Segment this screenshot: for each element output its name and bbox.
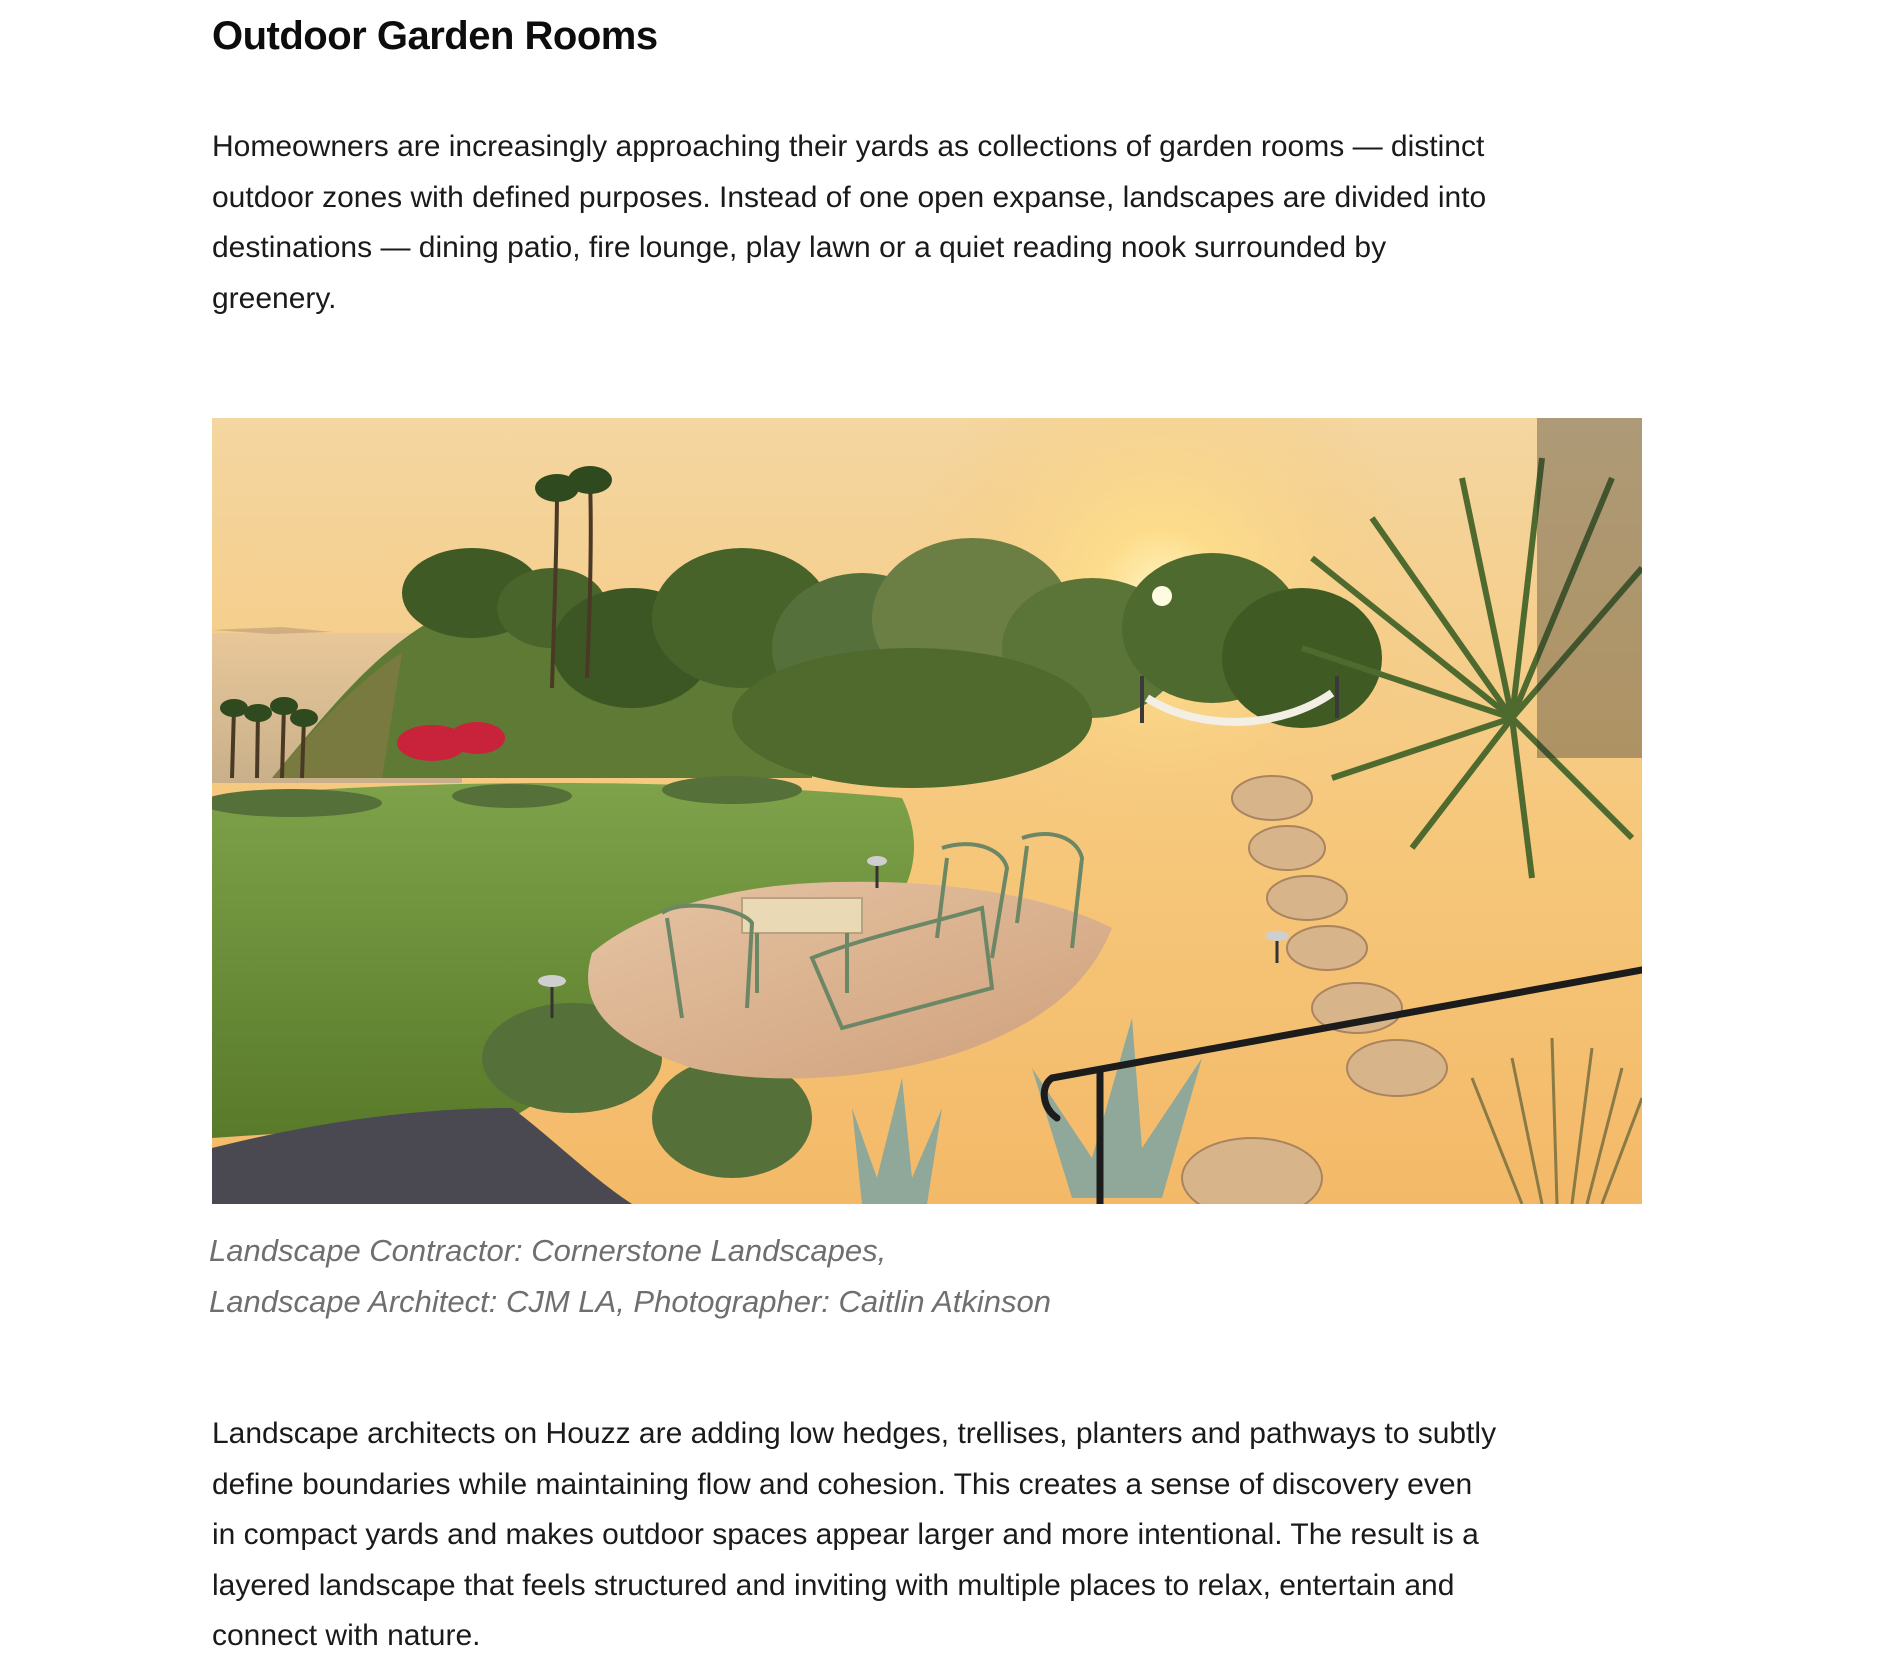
sun [1152,586,1172,606]
caption-line: Landscape Architect: CJM LA, Photographer: Caitlin Atkinson [209,1283,1052,1319]
caption-line: Landscape Contractor: Cornerstone Landscapes, [209,1233,887,1268]
body-paragraph [212,1409,1642,1662]
paragraph-line: connect with nature. [212,1619,481,1652]
paragraph-line: in compact yards and makes outdoor spaces appear larger and more intentional. The result is a [212,1518,1479,1551]
paragraph-line: define boundaries while maintaining flow and cohesion. This creates a sense of discovery even [212,1467,1473,1501]
garden-photo [212,418,1642,1204]
article-title: Outdoor Garden Rooms [212,14,658,58]
paragraph-line: Homeowners are increasingly approaching their yards as collections of garden rooms — distinct [212,130,1485,163]
photo-caption [209,1226,1051,1327]
paragraph-line: outdoor zones with defined purposes. Instead of one open expanse, landscapes are divided into [212,180,1487,214]
garden-scene-illustration [212,418,1642,1204]
house-post [1537,418,1642,758]
paragraph-line: layered landscape that feels structured and inviting with multiple places to relax, entertain and [212,1568,1455,1602]
paragraph-line: destinations — dining patio, fire lounge, play lawn or a quiet reading nook surrounded by [212,231,1387,264]
intro-paragraph [212,122,1642,324]
paragraph-line: Landscape architects on Houzz are adding low hedges, trellises, planters and pathways to subtly [212,1417,1497,1450]
paragraph-line: greenery. [212,281,337,315]
